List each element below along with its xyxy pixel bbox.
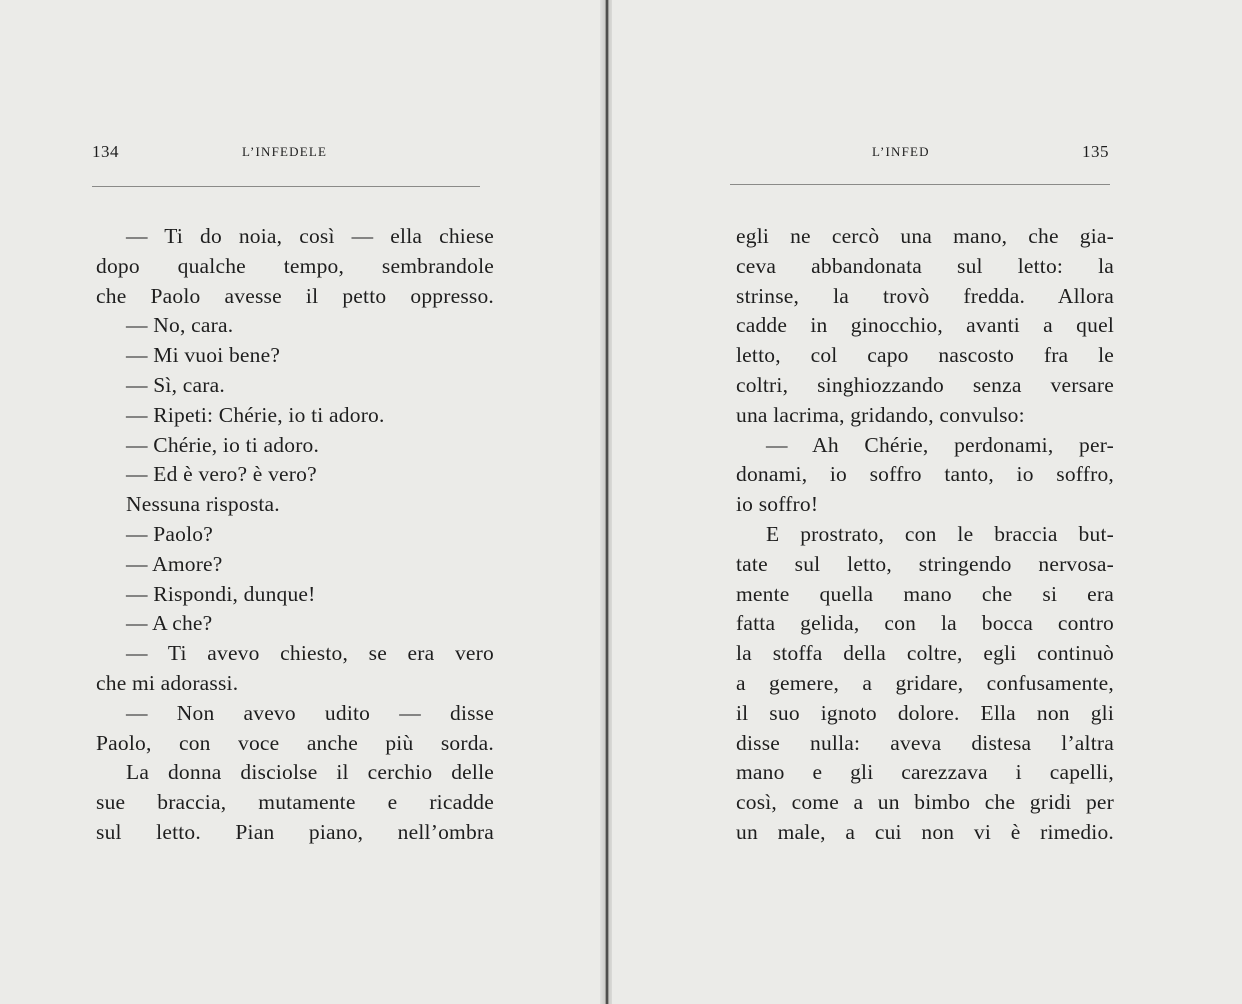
text-line: mano e gli carezzava i capelli, — [736, 760, 1114, 785]
text-line: che mi adorassi. — [96, 670, 239, 695]
text-line: tate sul letto, stringendo nervosa- — [736, 551, 1114, 576]
text-line: donami, io soffro tanto, io soffro, — [736, 462, 1114, 487]
left-header-rule — [92, 186, 480, 187]
text-line: — Ed è vero? è vero? — [126, 462, 317, 487]
text-line: dopo qualche tempo, sembrandole — [96, 253, 494, 278]
text-line: — Mi vuoi bene? — [126, 343, 281, 368]
text-line: mente quella mano che si era — [736, 581, 1114, 606]
text-line: disse nulla: aveva distesa l’altra — [736, 730, 1114, 755]
text-line: così, come a un bimbo che gridi per — [736, 790, 1114, 815]
text-line: — Ti avevo chiesto, se era vero — [126, 641, 494, 666]
text-line: fatta gelida, con la bocca contro — [736, 611, 1114, 636]
left-page-text — [96, 222, 494, 848]
text-line: — Non avevo udito — disse — [126, 700, 494, 725]
text-line: — Rispondi, dunque! — [126, 581, 316, 606]
text-line: cadde in ginocchio, avanti a quel — [736, 313, 1114, 338]
text-line: letto, col capo nascosto fra le — [736, 343, 1114, 368]
text-line: — Ripeti: Chérie, io ti adoro. — [126, 402, 385, 427]
right-page-number: 135 — [1082, 142, 1109, 161]
left-running-head: L’INFEDELE — [242, 144, 328, 159]
text-line: — Ti do noia, così — ella chiese — [126, 224, 494, 248]
text-line: — Sì, cara. — [126, 372, 225, 397]
text-line: il suo ignoto dolore. Ella non gli — [736, 700, 1114, 725]
text-line: — A che? — [126, 611, 213, 636]
right-header-rule — [730, 184, 1110, 185]
text-line: sue braccia, mutamente e ricadde — [96, 790, 494, 815]
text-line: che Paolo avesse il petto oppresso. — [96, 283, 494, 308]
text-line: La donna disciolse il cerchio delle — [126, 760, 494, 785]
text-line: — No, cara. — [126, 313, 234, 338]
right-page — [612, 0, 1242, 1004]
left-page-number: 134 — [92, 142, 119, 161]
text-line: egli ne cercò una mano, che gia- — [736, 224, 1114, 248]
text-line: Paolo, con voce anche più sorda. — [96, 730, 494, 755]
text-line: E prostrato, con le braccia but- — [766, 521, 1114, 546]
text-line: ceva abbandonata sul letto: la — [736, 253, 1114, 278]
left-page-header — [0, 142, 604, 166]
text-line: un male, a cui non vi è rimedio. — [736, 819, 1114, 844]
text-line: strinse, la trovò fredda. Allora — [736, 283, 1114, 308]
text-line: — Ah Chérie, perdonami, per- — [766, 432, 1114, 457]
text-line: io soffro! — [736, 492, 819, 517]
right-page-text — [736, 222, 1114, 848]
text-line: la stoffa della coltre, egli continuò — [736, 641, 1114, 666]
text-line: sul letto. Pian piano, nell’ombra — [96, 819, 494, 844]
text-line: a gemere, a gridare, confusamente, — [736, 670, 1114, 695]
text-line: — Chérie, io ti adoro. — [126, 432, 320, 457]
right-page-header — [612, 142, 1242, 166]
text-line: Nessuna risposta. — [126, 492, 280, 517]
text-line: — Paolo? — [126, 521, 213, 546]
text-line: coltri, singhiozzando senza versare — [736, 372, 1114, 397]
text-line: una lacrima, gridando, convulso: — [736, 402, 1025, 427]
left-page — [0, 0, 604, 1004]
text-line: — Amore? — [126, 551, 223, 576]
right-running-head: L’INFED — [872, 144, 930, 159]
